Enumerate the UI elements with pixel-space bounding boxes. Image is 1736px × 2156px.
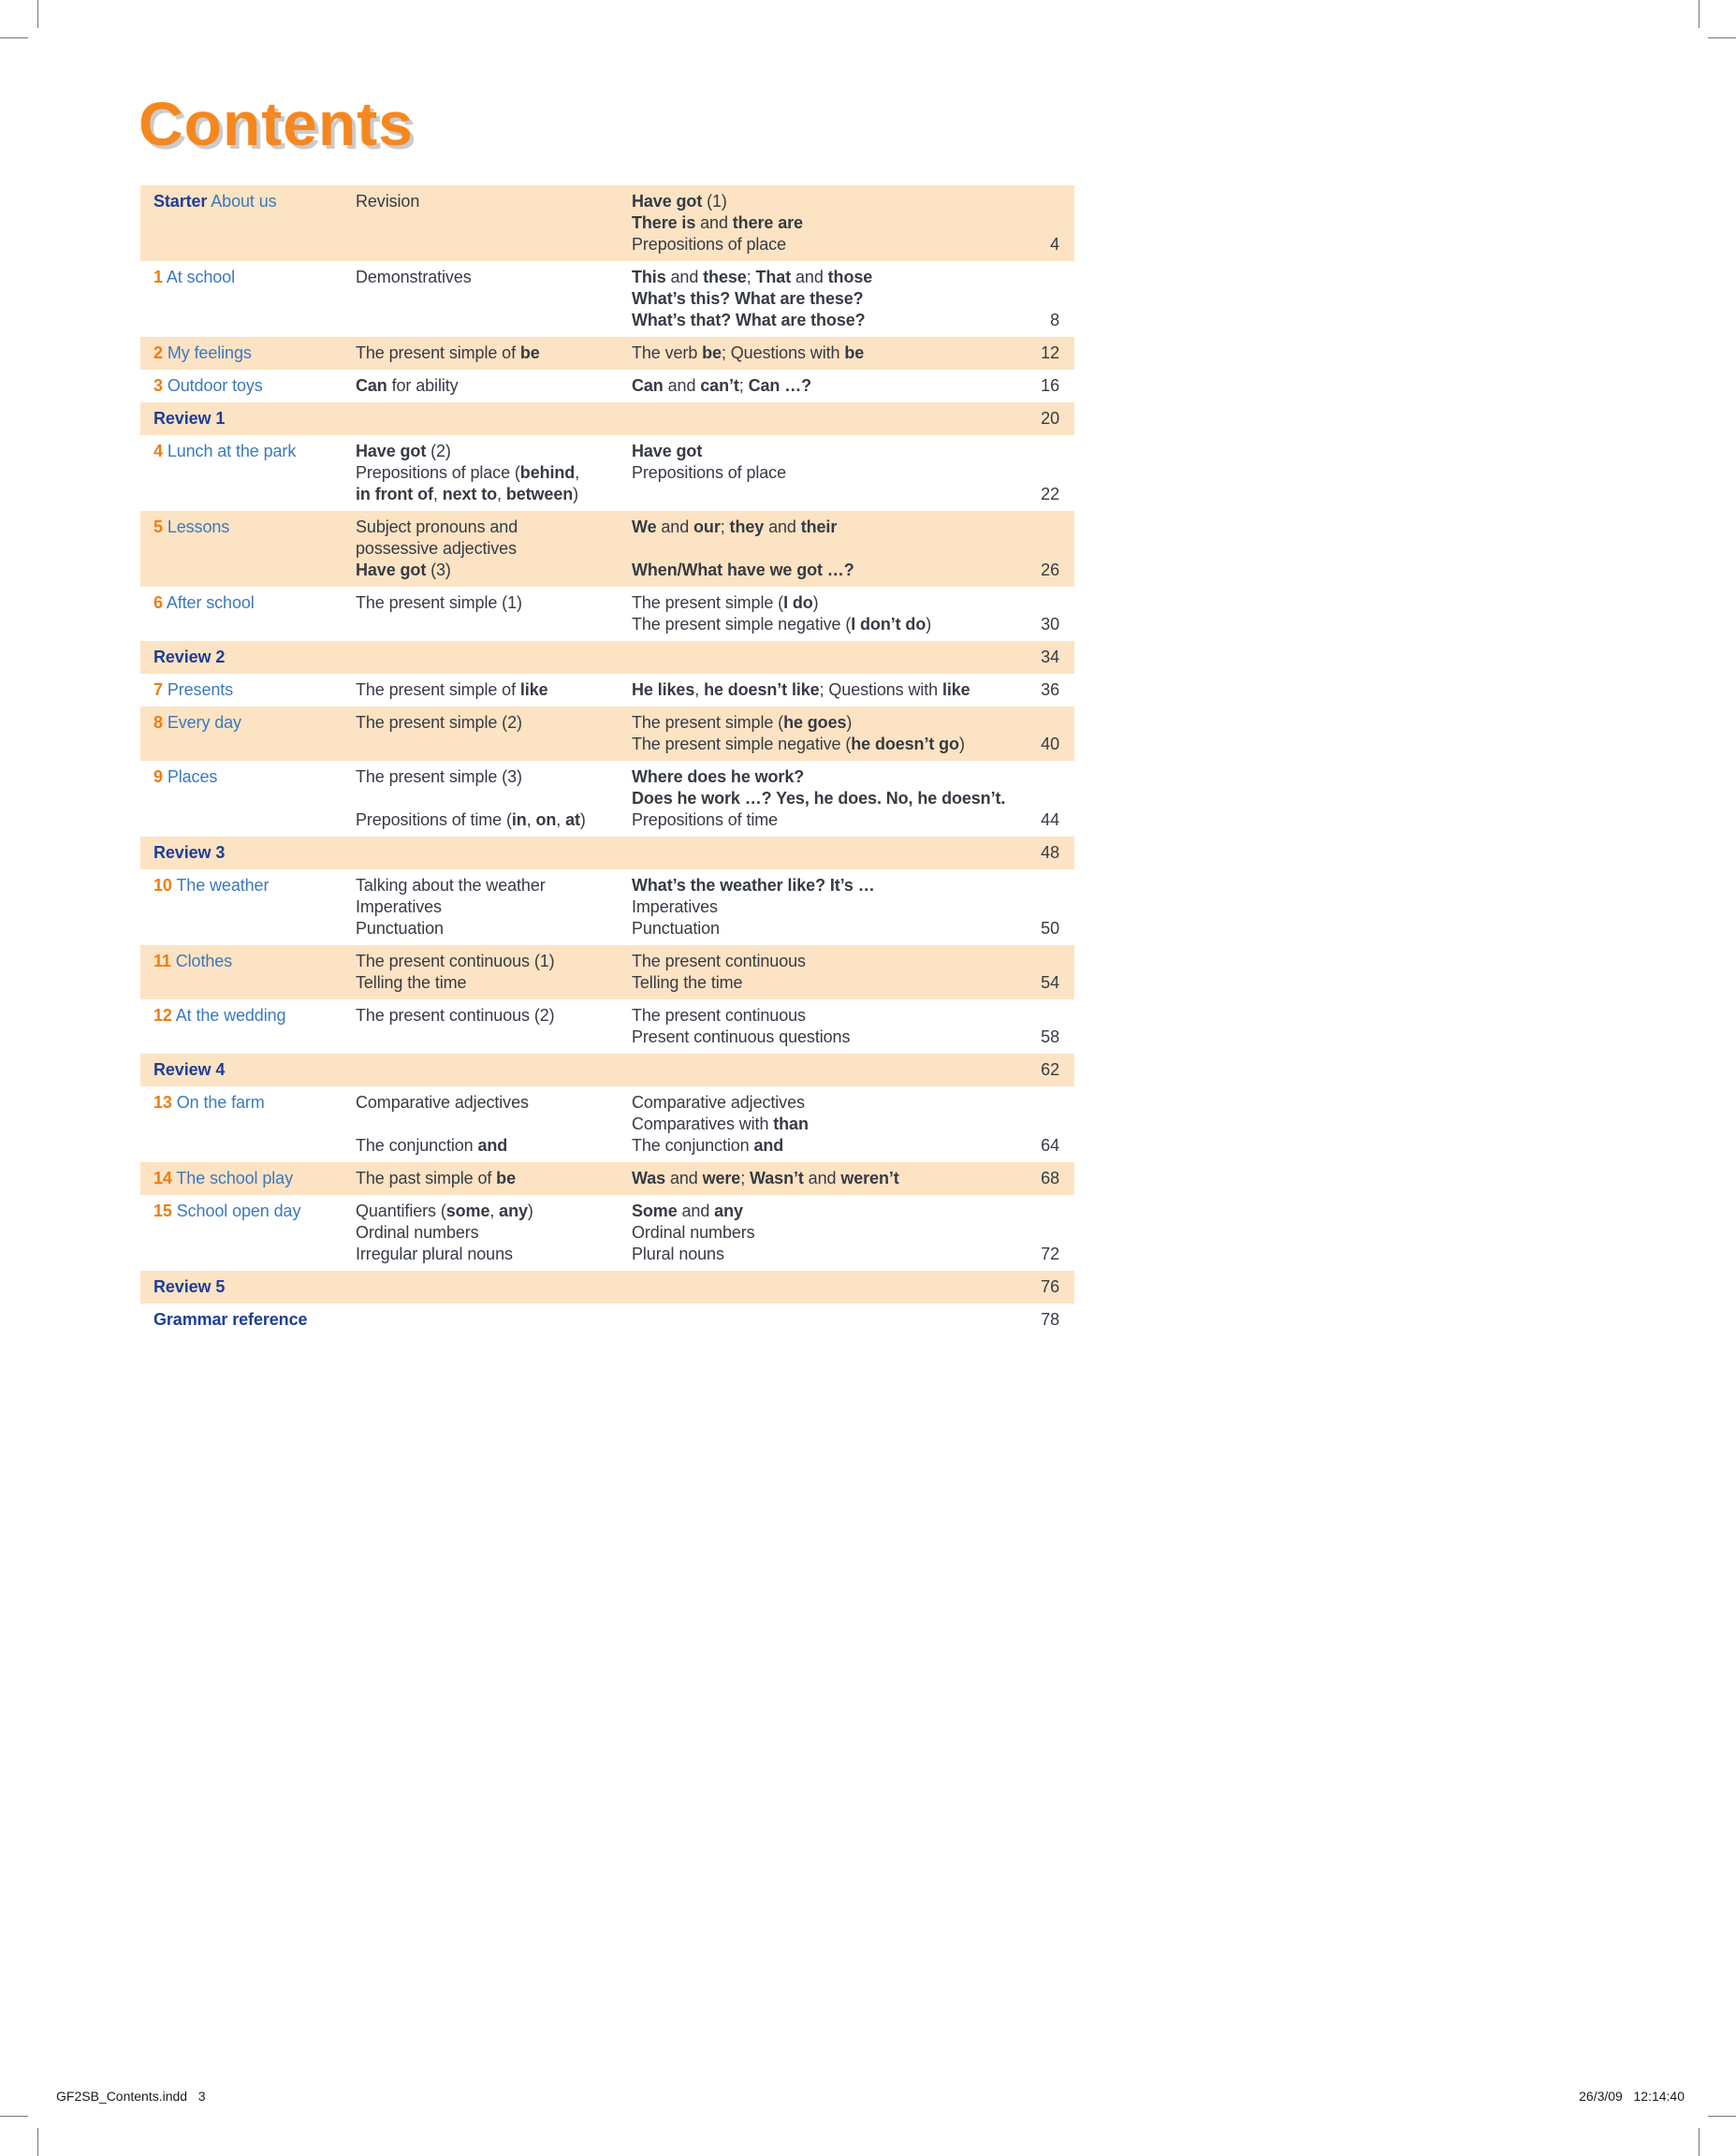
grammar-structures-cell: What’s the weather like? It’s … Imperatives Punctuation [632,876,875,938]
unit-row [140,999,1074,1054]
grammar-structures-cell: Some and any Ordinal numbers Plural nouns [632,1202,755,1263]
grammar-structures-cell: Have got Prepositions of place [632,442,786,482]
unit-title: Lunch at the park [167,442,297,460]
crop-mark [37,2128,38,2156]
unit-row [140,337,1074,370]
grammar-topic-cell: The present simple (1) [356,593,522,612]
grammar-topic-cell: The present simple of be [356,343,540,362]
grammar-topic-cell: Comparative adjectives The conjunction and [356,1093,529,1155]
unit-cell [140,1005,356,1048]
unit-number: Grammar reference [153,1310,308,1329]
page-number: 76 [1041,1277,1059,1296]
grammar-structures-cell [632,647,1020,668]
unit-cell [140,647,356,668]
unit-cell [140,408,356,430]
crop-mark [0,2116,28,2117]
page-number: 4 [1050,235,1059,254]
unit-cell [140,1276,356,1298]
page-number: 62 [1041,1060,1059,1079]
unit-cell [140,1309,356,1331]
unit-row [140,185,1074,261]
unit-number: 7 [153,680,163,699]
crop-mark [1699,2128,1700,2156]
grammar-topic-cell: Quantifiers (some, any) Ordinal numbers Irregular plural nouns [356,1202,533,1263]
grammar-structures-cell: Where does he work? Does he work …? Yes, he does. No, he doesn’t. Prepositions of time [632,767,1006,829]
unit-row [140,1162,1074,1195]
grammar-structures-cell: The present continuous Present continuous questions [632,1006,851,1046]
unit-row [140,707,1074,761]
unit-title: At the wedding [175,1006,286,1025]
unit-title: Clothes [175,952,233,970]
unit-number: 12 [153,1006,172,1025]
unit-number: 13 [153,1093,172,1112]
grammar-topic-cell: Demonstratives [356,268,472,286]
page-number: 78 [1041,1310,1059,1329]
print-slug-filename: GF2SB_Contents.indd 3 [56,2089,206,2104]
unit-title: On the farm [176,1093,265,1112]
unit-cell [140,375,356,397]
page-number: 8 [1050,311,1059,329]
unit-cell [140,766,356,831]
unit-row [140,1195,1074,1271]
unit-row [140,674,1074,707]
unit-number: 3 [153,376,163,395]
grammar-structures-cell: The present continuous Telling the time [632,952,806,992]
unit-cell [140,875,356,940]
unit-cell [140,267,356,331]
grammar-structures-cell: Have got (1) There is and there are Prepositions of place [632,192,803,254]
print-slug-timestamp: 26/3/09 12:14:40 [1579,2089,1685,2104]
unit-row [140,435,1074,511]
unit-number: Review 2 [153,648,226,666]
grammar-topic-cell [356,1059,632,1081]
page-number: 40 [1041,735,1059,753]
unit-title: My feelings [167,343,252,362]
grammar-topic-cell: The present continuous (1) Telling the time [356,952,555,992]
unit-cell [140,842,356,864]
page-number: 16 [1041,376,1059,395]
grammar-structures-cell: The verb be; Questions with be [632,343,865,362]
unit-row [140,261,1074,337]
page-number: 30 [1041,615,1059,634]
crop-mark [1699,0,1700,28]
unit-number: 6 [153,593,163,612]
page-number: 12 [1041,343,1059,362]
unit-cell [140,1059,356,1081]
grammar-topic-cell: Have got (2) Prepositions of place (behind, in front of, next to, between) [356,442,580,503]
unit-cell [140,517,356,581]
grammar-topic-cell: The present continuous (2) [356,1006,555,1025]
unit-number: 15 [153,1202,172,1220]
page-number: 50 [1041,919,1059,938]
grammar-structures-cell [632,842,1020,864]
unit-cell [140,1092,356,1157]
grammar-topic-cell [356,842,632,864]
unit-cell [140,592,356,635]
grammar-topic-cell: Talking about the weather Imperatives Punctuation [356,876,546,938]
crop-mark [1708,37,1736,38]
grammar-structures-cell [632,1059,1020,1081]
unit-row [140,370,1074,402]
unit-number: Review 4 [153,1060,226,1079]
page-number: 64 [1041,1136,1059,1155]
grammar-topic-cell: Subject pronouns and possessive adjectives Have got (3) [356,517,518,579]
unit-title: The weather [176,876,270,895]
unit-number: 5 [153,517,163,536]
grammar-structures-cell: The present simple (he goes) The present simple negative (he doesn’t go) [632,713,965,753]
unit-number: 10 [153,876,172,895]
unit-cell [140,679,356,701]
grammar-structures-cell: He likes, he doesn’t like; Questions with like [632,680,970,699]
grammar-structures-cell [632,408,1020,430]
grammar-topic-cell [356,647,632,668]
grammar-structures-cell: Was and were; Wasn’t and weren’t [632,1169,899,1187]
unit-number: Review 3 [153,843,226,862]
page-number: 20 [1041,409,1059,428]
unit-row [140,945,1074,999]
page-number: 48 [1041,843,1059,862]
page-number: 44 [1041,810,1059,829]
unit-title: At school [166,268,235,286]
unit-number: 1 [153,268,163,286]
unit-row [140,511,1074,587]
unit-title: Presents [167,680,234,699]
grammar-structures-cell [632,1276,1020,1298]
unit-number: 11 [153,952,171,970]
page-number: 22 [1041,485,1059,503]
contents-table [140,185,1074,1336]
page-number: 36 [1041,680,1059,699]
grammar-topic-cell: The present simple (3) Prepositions of time (in, on, at) [356,767,586,829]
unit-number: 9 [153,767,163,786]
unit-row [140,761,1074,837]
page-number: 26 [1041,561,1059,579]
unit-row [140,869,1074,945]
section-row [140,837,1074,869]
unit-cell [140,342,356,364]
unit-title: The school play [176,1169,293,1187]
unit-title: Every day [167,713,241,732]
unit-number: 14 [153,1169,172,1187]
unit-cell [140,1201,356,1265]
unit-cell [140,712,356,755]
unit-row [140,587,1074,641]
unit-title: Outdoor toys [167,376,263,395]
unit-number: Review 1 [153,409,226,428]
section-row [140,641,1074,674]
grammar-topic-cell [356,1309,632,1331]
crop-mark [37,0,38,28]
page-title: Contents [139,89,414,158]
crop-mark [1708,2116,1736,2117]
unit-title: Lessons [167,517,230,536]
page-number: 34 [1041,648,1059,666]
unit-title: After school [166,593,255,612]
unit-number: Starter [153,192,208,211]
unit-number: 2 [153,343,163,362]
grammar-topic-cell: The present simple (2) [356,713,522,732]
grammar-structures-cell: Comparative adjectives Comparatives with than The conjunction and [632,1093,809,1155]
unit-number: Review 5 [153,1277,226,1296]
grammar-topic-cell [356,1276,632,1298]
page-number: 72 [1041,1245,1059,1263]
unit-number: 8 [153,713,163,732]
grammar-topic-cell: The past simple of be [356,1169,516,1187]
unit-cell [140,441,356,505]
page-number: 58 [1041,1027,1059,1046]
unit-title: School open day [176,1202,301,1220]
grammar-topic-cell: Revision [356,192,420,211]
unit-cell [140,1168,356,1189]
grammar-topic-cell: The present simple of like [356,680,548,699]
section-row [140,1304,1074,1336]
grammar-topic-cell: Can for ability [356,376,459,395]
grammar-structures-cell: This and these; That and those What’s this? What are these? What’s that? What are those? [632,268,873,329]
unit-row [140,1086,1074,1162]
page-number: 68 [1041,1169,1059,1187]
unit-title: About us [211,192,277,211]
grammar-structures-cell: The present simple (I do) The present simple negative (I don’t do) [632,593,932,634]
section-row [140,402,1074,435]
grammar-structures-cell: We and our; they and their When/What have we got …? [632,517,854,579]
page-number: 54 [1041,973,1059,992]
unit-number: 4 [153,442,163,460]
section-row [140,1271,1074,1304]
crop-mark [0,37,28,38]
unit-title: Places [167,767,218,786]
grammar-topic-cell [356,408,632,430]
unit-cell [140,951,356,994]
grammar-structures-cell [632,1309,1020,1331]
unit-cell [140,191,356,255]
section-row [140,1054,1074,1086]
grammar-structures-cell: Can and can’t; Can …? [632,376,811,395]
